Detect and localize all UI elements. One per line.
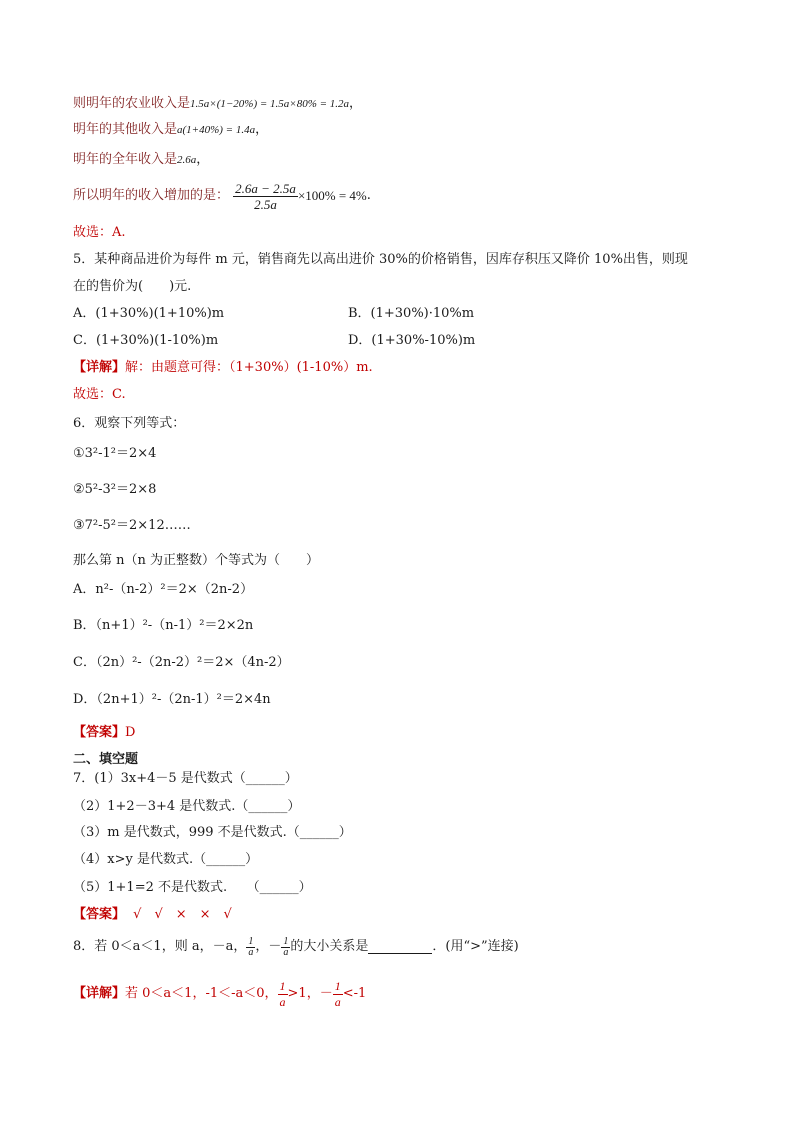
q5-stem-line-1: 5．某种商品进价为每件 m 元，销售商先以高出进价 30%的价格销售，因库存积压又降价 10%出售，则现 <box>73 252 688 267</box>
q5-detail-line <box>73 359 373 377</box>
detail-mid: >1，－ <box>287 986 333 1001</box>
q7-item-3: （3）m 是代数式，999 不是代数式.（______） <box>73 825 352 840</box>
solution-line-3 <box>73 151 209 169</box>
q8-fraction-1 <box>246 937 255 958</box>
fraction-denominator: a <box>283 946 289 958</box>
punct: ， <box>255 122 269 137</box>
q6-stem: 6．观察下列等式： <box>73 416 186 431</box>
detail-tag: 【详解】 <box>73 360 126 375</box>
punct: ， <box>349 96 363 111</box>
increase-fraction <box>233 181 298 212</box>
q6-question: 那么第 n（n 为正整数）个等式为（ ） <box>73 553 320 568</box>
answer-text: 故选：C. <box>73 387 126 402</box>
q5-option-row-1 <box>73 305 475 323</box>
q6-option-b: B．（n+1）²-（n-1）²＝2×2n <box>73 618 254 633</box>
q8-answer-blank[interactable] <box>368 941 432 954</box>
q5-option-d: D．(1+30%-10%)m <box>348 333 476 348</box>
q8-detail-line <box>73 978 366 1011</box>
answer-line <box>73 224 126 242</box>
solution-line-4 <box>73 180 371 213</box>
fraction-numerator: 2.6a − 2.5a <box>235 180 296 196</box>
q7-item-5: （5）1+1=2 不是代数式. （______） <box>73 880 312 895</box>
q7-item-2: （2）1+2－3+4 是代数式.（______） <box>73 799 301 814</box>
q7-item-1: 7．(1）3x+4－5 是代数式（______） <box>73 771 298 786</box>
q6-answer-line <box>73 724 135 742</box>
answer-tag: 【答案】 <box>73 907 126 922</box>
q6-equation-2: ②5²-3²＝2×8 <box>73 482 157 497</box>
solution-math: 2.6a <box>177 154 197 166</box>
detail-text: 解：由题意可得：（1+30%）(1-10%）m. <box>125 360 373 375</box>
detail-fraction-2 <box>333 979 343 1010</box>
fraction-denominator: 2.5a <box>254 196 277 212</box>
solution-math: ×100% = 4% <box>297 188 367 203</box>
q8-separator: ，－ <box>255 939 282 954</box>
q5-option-b: B．(1+30%)·10%m <box>348 306 475 321</box>
q6-equation-3: ③7²-5²＝2×12…… <box>73 518 191 533</box>
detail-end: <-1 <box>342 986 367 1001</box>
section-title: 二、填空题 <box>73 752 139 767</box>
q8-stem-end: 的大小关系是 <box>290 939 369 954</box>
punct: ， <box>196 152 210 167</box>
detail-tag: 【详解】 <box>73 986 126 1001</box>
detail-start: 若 0＜a＜1，-1＜-a＜0， <box>125 986 278 1001</box>
fraction-denominator: a <box>334 994 341 1009</box>
q5-stem-line-2: 在的售价为( )元. <box>73 279 192 294</box>
solution-text: 所以明年的收入增加的是： <box>73 188 230 203</box>
q8-fraction-2 <box>281 937 290 958</box>
q7-item-4: （4）x>y 是代数式.（______） <box>73 852 259 867</box>
solution-text: 明年的其他收入是 <box>73 122 178 137</box>
solution-math: 1.5a×(1−20%) = 1.5a×80% = 1.2a <box>190 98 350 110</box>
answer-tag: 【答案】 <box>73 725 126 740</box>
q7-answer-line <box>73 906 232 924</box>
solution-text: 则明年的农业收入是 <box>73 96 191 111</box>
q8-stem-line <box>73 934 519 961</box>
q6-equation-1: ①3²-1²＝2×4 <box>73 446 157 461</box>
q5-answer-line <box>73 386 126 404</box>
detail-fraction-1 <box>278 979 288 1010</box>
solution-text: 明年的全年收入是 <box>73 152 178 167</box>
q6-option-d: D．（2n+1）²-（2n-1）²＝2×4n <box>73 692 271 707</box>
answer-text: √ √ × × √ <box>133 907 232 922</box>
fraction-numerator: 1 <box>279 978 286 993</box>
solution-math: a(1+40%) = 1.4a <box>177 124 256 136</box>
answer-text: 故选：A. <box>73 225 126 240</box>
q6-option-c: C．（2n）²-（2n-2）²＝2×（4n-2） <box>73 655 290 670</box>
fraction-numerator: 1 <box>248 935 254 947</box>
fraction-denominator: a <box>279 994 286 1009</box>
q5-option-c: C．(1+30%)(1-10%)m <box>73 333 219 348</box>
answer-text: D <box>125 725 136 740</box>
solution-line-2 <box>73 121 268 139</box>
fraction-numerator: 1 <box>283 935 289 947</box>
q6-option-a: A．n²-（n-2）²＝2×（2n-2） <box>73 582 254 597</box>
q8-stem-start: 8．若 0＜a＜1，则 a，－a， <box>73 939 247 954</box>
punct: . <box>366 188 371 203</box>
q5-option-a: A．(1+30%)(1+10%)m <box>73 306 225 321</box>
fraction-denominator: a <box>248 946 254 958</box>
q8-hint: ．(用“>”连接) <box>432 939 519 954</box>
solution-line-1 <box>73 95 362 113</box>
fraction-numerator: 1 <box>334 978 341 993</box>
q5-option-row-2 <box>73 332 476 350</box>
